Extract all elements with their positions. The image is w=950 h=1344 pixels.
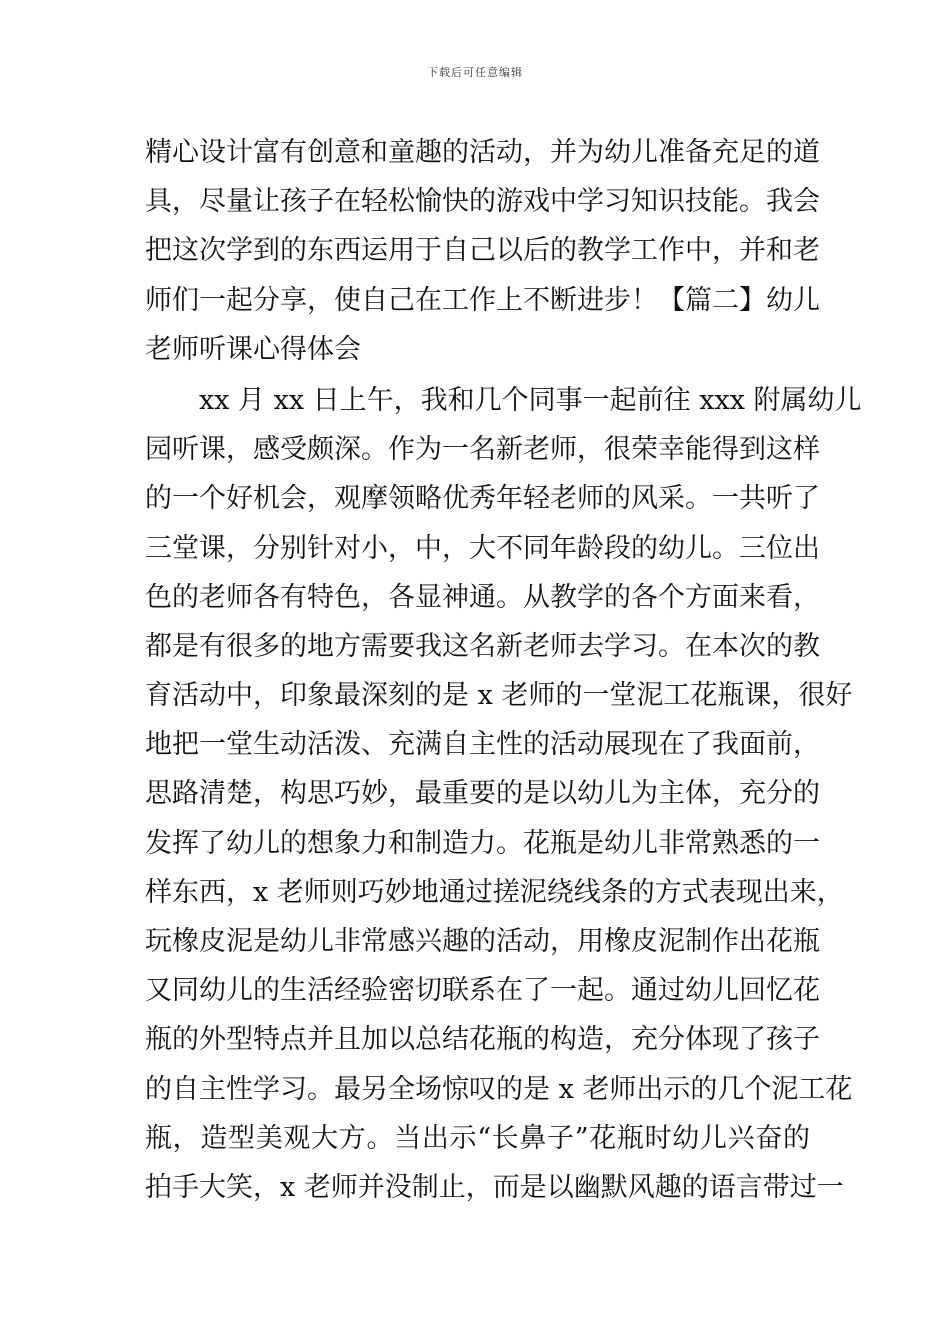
document-body (145, 128, 862, 1212)
paragraph-1 (145, 128, 820, 374)
text-line: 具，尽量让孩子在轻松愉快的游戏中学习知识技能。我会 (145, 186, 820, 218)
text-line: 又同幼儿的生活经验密切联系在了一起。通过幼儿回忆花 (145, 975, 820, 1007)
text-line: 育活动中，印象最深刻的是 x 老师的一堂泥工花瓶课，很好 (145, 680, 853, 712)
text-line: 发挥了幼儿的想象力和制造力。花瓶是幼儿非常熟悉的一 (145, 827, 820, 859)
text-line: 老师听课心得体会 (145, 333, 361, 365)
text-line: 地把一堂生动活泼、充满自主性的活动展现在了我面前， (145, 729, 820, 761)
text-line: 拍手大笑，x 老师并没制止，而是以幽默风趣的语言带过一 (145, 1171, 844, 1203)
paragraph-2 (145, 376, 862, 1212)
text-line: 园听课，感受颇深。作为一名新老师，很荣幸能得到这样 (145, 434, 820, 466)
text-line: 玩橡皮泥是幼儿非常感兴趣的活动，用橡皮泥制作出花瓶 (145, 926, 820, 957)
text-line: 思路清楚，构思巧妙，最重要的是以幼儿为主体，充分的 (145, 778, 820, 810)
page-header-note: 下载后可任意编辑 (427, 66, 523, 79)
text-line: 样东西，x 老师则巧妙地通过搓泥绕线条的方式表现出来， (145, 876, 844, 908)
text-line: 三堂课，分别针对小，中，大不同年龄段的幼儿。三位出 (145, 532, 820, 564)
text-line: 瓶，造型美观大方。当出示“长鼻子”花瓶时幼儿兴奋的 (145, 1122, 810, 1154)
text-line: 瓶的外型特点并且加以总结花瓶的构造，充分体现了孩子 (145, 1024, 820, 1056)
text-line: 的自主性学习。最另全场惊叹的是 x 老师出示的几个泥工花 (145, 1073, 853, 1105)
text-line: 师们一起分享，使自己在工作上不断进步！【篇二】幼儿 (145, 284, 820, 316)
text-line: 精心设计富有创意和童趣的活动，并为幼儿准备充足的道 (145, 137, 820, 168)
text-line: xx 月 xx 日上午，我和几个同事一起前往 xxx 附属幼儿 (145, 384, 862, 416)
text-line: 都是有很多的地方需要我这名新老师去学习。在本次的教 (145, 630, 820, 662)
text-line: 的一个好机会，观摩领略优秀年轻老师的风采。一共听了 (145, 483, 820, 515)
text-line: 色的老师各有特色，各显神通。从教学的各个方面来看， (145, 581, 820, 613)
text-line: 把这次学到的东西运用于自己以后的教学工作中，并和老 (145, 235, 820, 267)
